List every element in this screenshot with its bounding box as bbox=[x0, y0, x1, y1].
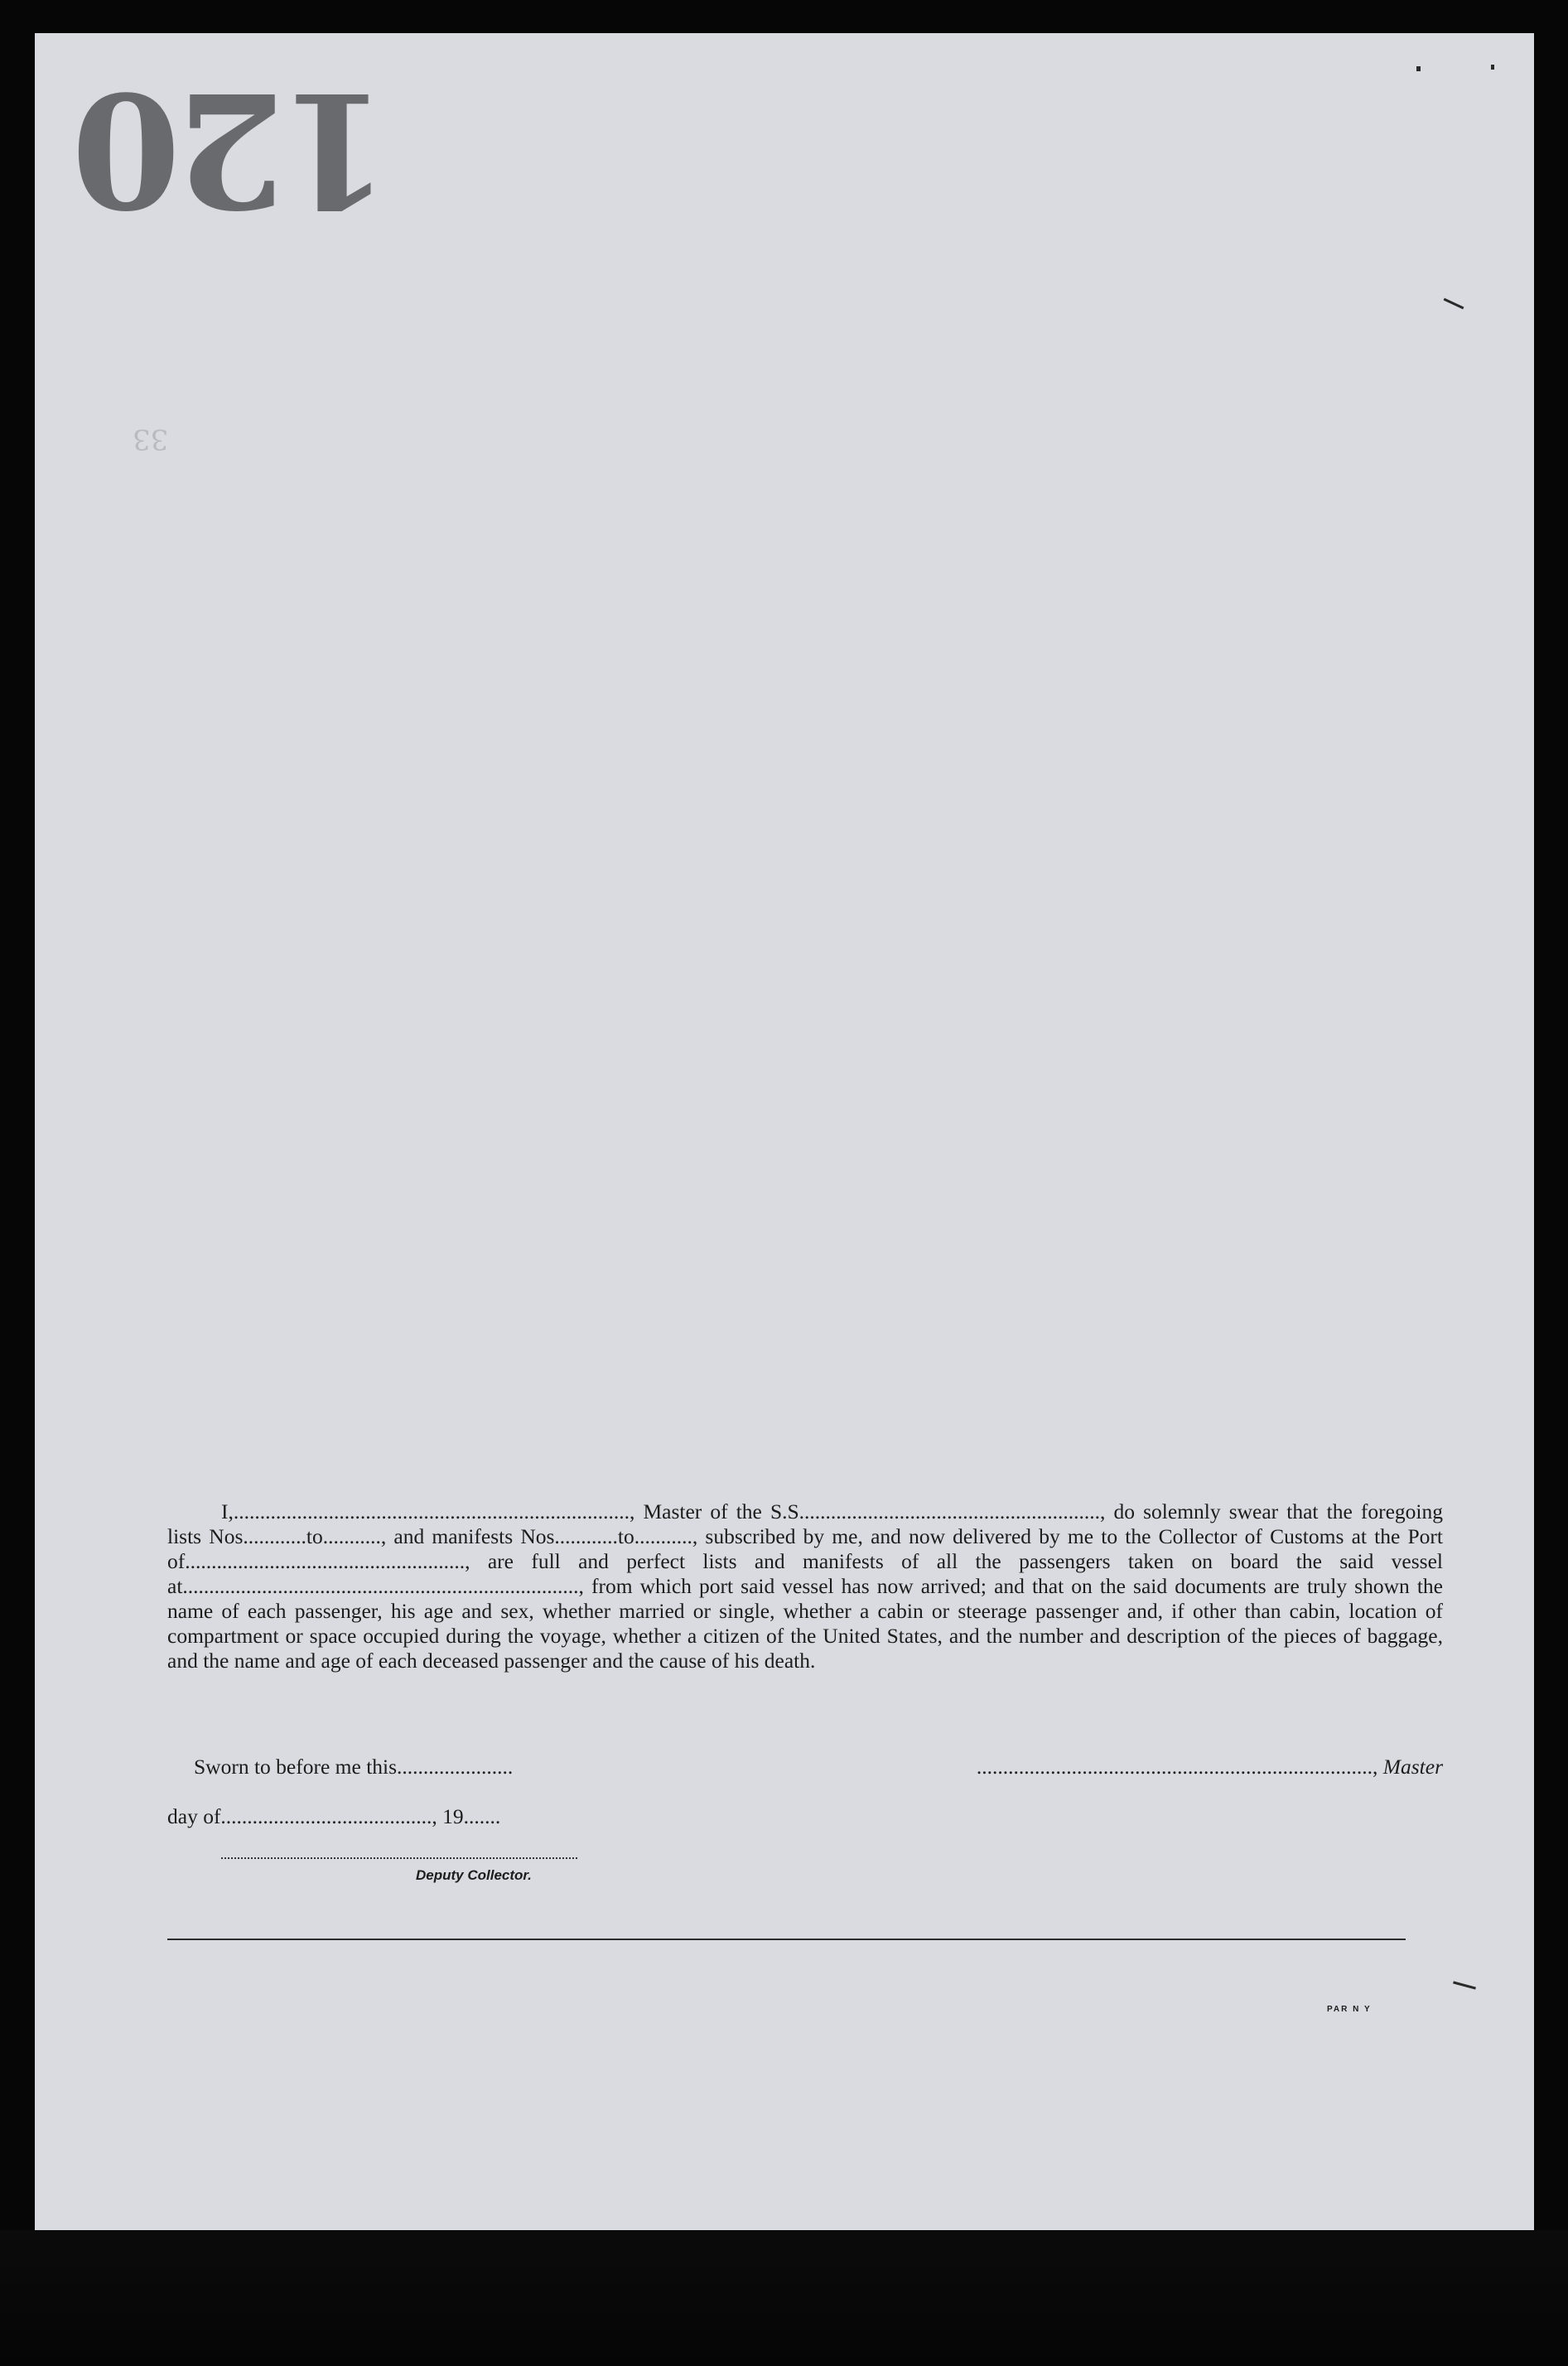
ink-mark bbox=[1453, 1981, 1476, 1989]
faint-bleedthrough-number: 33 bbox=[133, 422, 169, 456]
master-signature-line bbox=[938, 1755, 1443, 1779]
master-oath-paragraph bbox=[167, 1499, 1443, 1673]
oath-text: I,..........................................................................., Master of the S.S........................................................., do solemnly swear that the foregoing lists Nos............to..........., and manifests Nos............to..........., subscribed by me, and now delivered by me to the Collector of Customs at the Port of....................................................., are full and perfect lists and manifests of all the passengers taken on board the said vessel at..........................................................................., from which port said vessel has now arrived; and that on the said documents are truly shown the name of each passenger, his age and sex, whether married or single, whether a cabin or steerage passenger and, if other than cabin, location of compartment or space occupied during the voyage, whether a citizen of the United States, and the number and description of the pieces of baggage, and the name and age of each deceased passenger and the cause of his death. bbox=[167, 1499, 1443, 1673]
deputy-signature-line bbox=[221, 1857, 577, 1859]
ink-speck bbox=[1416, 66, 1421, 71]
scan-border bbox=[0, 2230, 1568, 2366]
stamped-page-number: 120 bbox=[76, 57, 390, 242]
ink-speck bbox=[1491, 65, 1494, 70]
master-signature-dots: ..........................................................................., bbox=[976, 1755, 1378, 1779]
master-label: Master bbox=[1377, 1755, 1443, 1779]
ink-mark bbox=[1444, 298, 1464, 310]
deputy-collector-label: Deputy Collector. bbox=[416, 1867, 532, 1883]
sworn-before-line: Sworn to before me this...................... bbox=[194, 1755, 514, 1779]
printer-imprint: PAR N Y bbox=[1327, 2005, 1372, 2014]
horizontal-rule bbox=[167, 1939, 1406, 1940]
day-of-line: day of........................................, 19....... bbox=[167, 1804, 501, 1828]
manifest-page bbox=[35, 33, 1534, 2230]
